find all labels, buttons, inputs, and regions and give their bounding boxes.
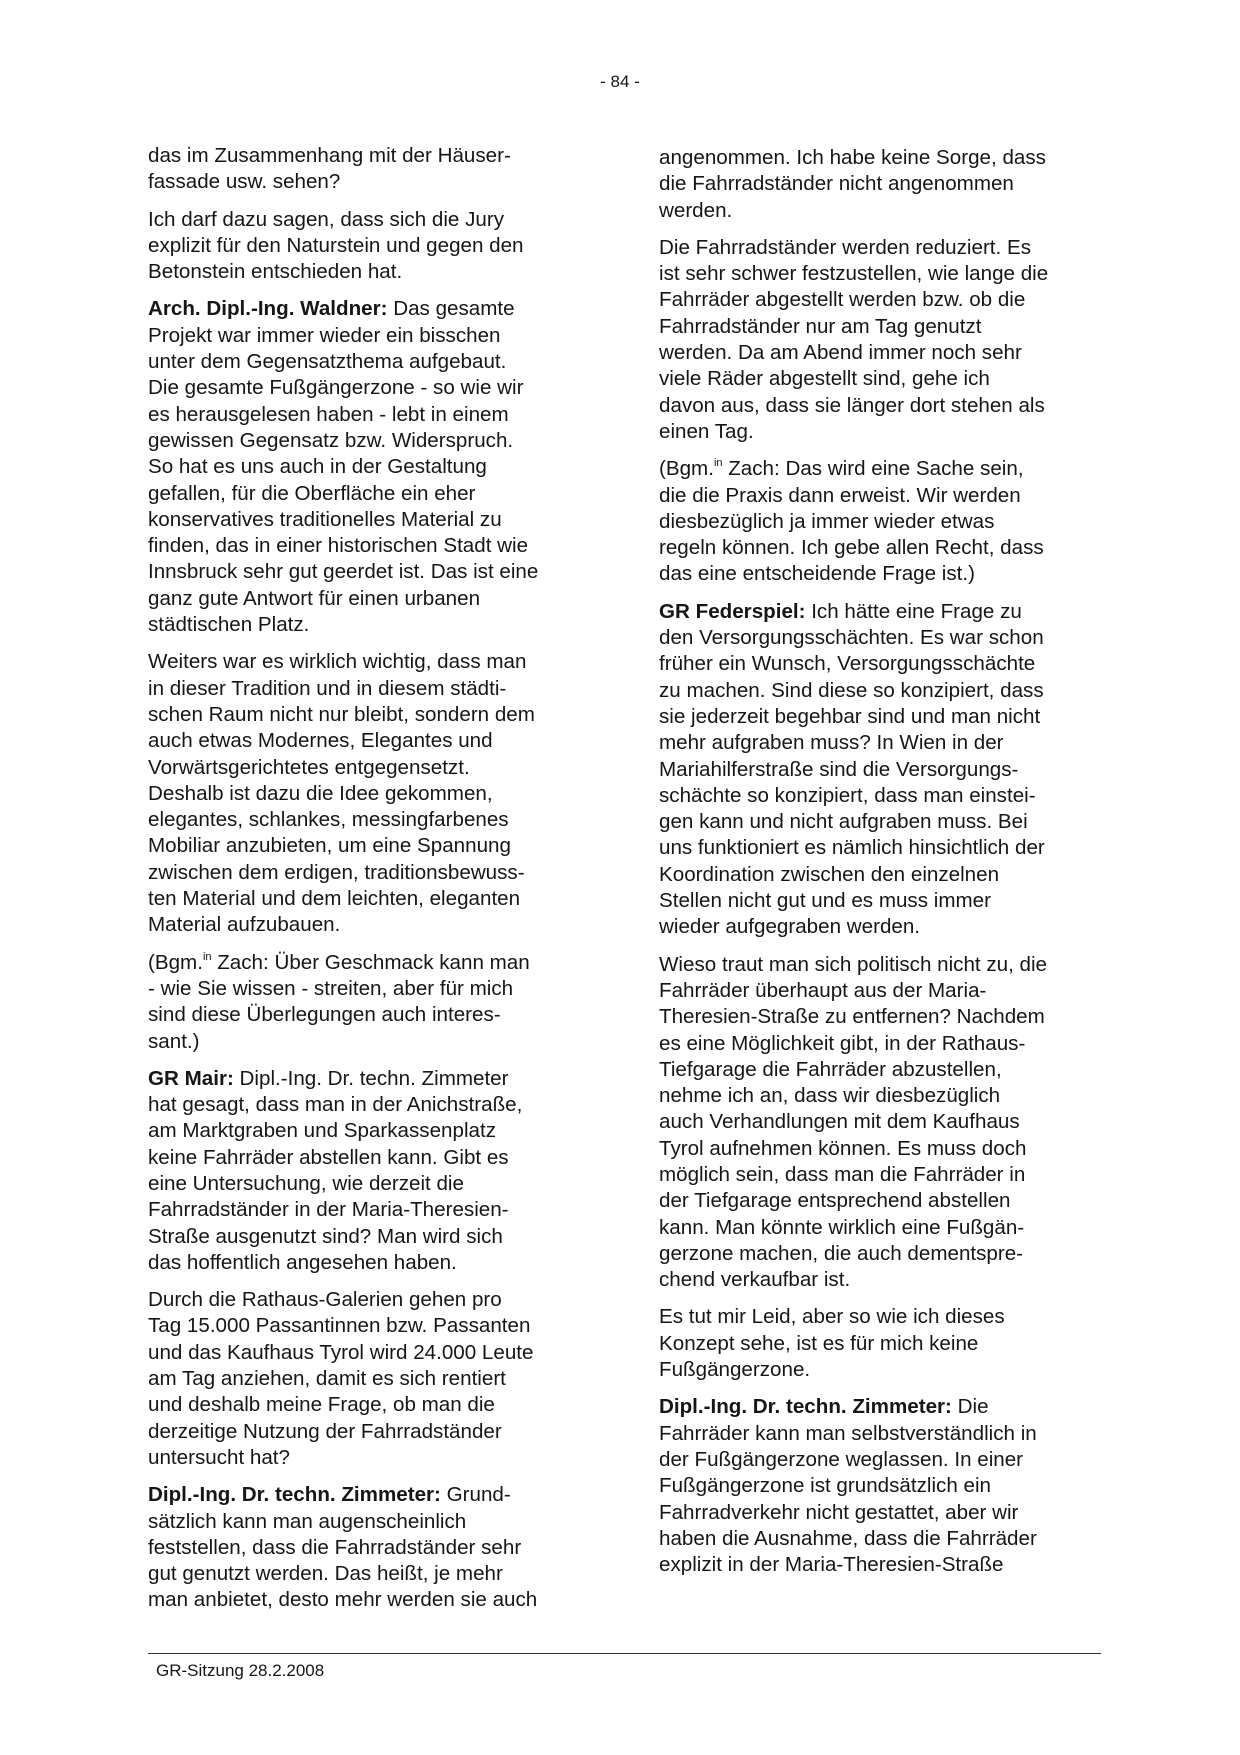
paragraph-text: Zach: Über Geschmack kann man [211, 950, 530, 974]
paragraph [659, 952, 1104, 1294]
paragraph-text: das im Zusammenhang mit der Häuser- fassade usw. sehen? [148, 144, 511, 194]
paragraph-text: Fahrräder kann man selbstverständlich in der Fußgängerzone weglassen. In einer Fußgängerzone ist grundsätzlich ein Fahrradverkehr nicht gestattet, aber wir haben die Ausnahme, dass die Fahrräder explizit in der Maria-Theresien-Straße [659, 1421, 1037, 1577]
paragraph-text: Dipl.-Ing. Dr. techn. Zimmeter [233, 1066, 509, 1090]
paragraph-text: Durch die Rathaus-Galerien gehen pro Tag 15.000 Passantinnen bzw. Passanten und das Kaufhaus Tyrol wird 24.000 Leute am Tag anziehen, damit es sich rentiert und deshalb meine Frage, ob man die derzeitige Nutzung der Fahrradständer untersucht hat? [148, 1288, 534, 1469]
footer-divider [148, 1653, 1101, 1654]
paragraph [148, 1482, 593, 1613]
speaker-name: Dipl.-Ing. Dr. techn. Zimmeter: [148, 1483, 441, 1507]
footer-session-label: GR-Sitzung 28.2.2008 [156, 1661, 325, 1680]
paragraph-text: Die [951, 1395, 989, 1419]
speaker-name: GR Federspiel: [659, 599, 806, 623]
paragraph-text: - wie Sie wissen - streiten, aber für mich sind diese Überlegungen auch interes- sant.) [148, 976, 514, 1053]
paragraph-text: Ich darf dazu sagen, dass sich die Jury explizit für den Naturstein und gegen den Betonstein entschieden hat. [148, 207, 524, 284]
speaker-name: Arch. Dipl.-Ing. Waldner: [148, 297, 388, 321]
paragraph [148, 207, 593, 286]
paragraph-text: Das gesamte [387, 297, 515, 321]
paragraph [659, 456, 1104, 587]
right-column [659, 145, 1104, 1589]
paragraph-text: die die Praxis dann erweist. Wir werden diesbezüglich ja immer wieder etwas regeln können. Ich gebe allen Recht, dass das eine entscheidende Frage ist.) [659, 483, 1044, 586]
speaker-name: Dipl.-Ing. Dr. techn. Zimmeter: [659, 1395, 952, 1419]
paragraph-text: Zach: Das wird eine Sache sein, [722, 457, 1024, 481]
paragraph-text: Wieso traut man sich politisch nicht zu, die Fahrräder überhaupt aus der Maria- Theresien-Straße zu entfernen? Nachdem es eine Möglichkeit gibt, in der Rathaus- Tiefgarage die Fahrräder abzustellen, nehme ich an, dass wir diesbezüglich auch Verhandlungen mit dem Kaufhaus Tyrol aufnehmen können. Es muss doch möglich sein, dass man die Fahrräder in der Tiefgarage entsprechend abstellen kann. Man könnte wirklich eine Fußgän- gerzone machen, die auch dementspre- chend verkaufbar ist. [659, 952, 1048, 1292]
paragraph [148, 1066, 593, 1276]
paragraph [659, 145, 1104, 224]
left-column [148, 143, 593, 1625]
paragraph-text: Weiters war es wirklich wichtig, dass man in dieser Tradition und in diesem städti- schen Raum nicht nur bleibt, sondern dem auch etwas Modernes, Elegantes und Vorwärtsgerichtetes entgegensetzt. Deshalb ist dazu die Idee gekommen, elegantes, schlankes, messingfarbenes Mobiliar anzubieten, um eine Spannung zwischen dem erdigen, traditionsbewuss- ten Material und dem leichten, eleganten Material aufzubauen. [148, 650, 535, 937]
superscript: in [713, 457, 723, 470]
paragraph-text: Grund- [440, 1483, 511, 1507]
paragraph-text: den Versorgungsschächten. Es war schon früher ein Wunsch, Versorgungsschächte zu machen. Sind diese so konzipiert, dass sie jederzeit begehbar sind und man nicht mehr aufgraben muss? In Wien in der Mariahilferstraße sind die Versorgungs- schächte so konzipiert, dass man einstei- gen kann und nicht aufgraben muss. Bei uns funktioniert es nämlich hinsichtlich der Koordination zwischen den einzelnen Stellen nicht gut und es muss immer wieder aufgegraben werden. [659, 626, 1045, 939]
page-number: - 84 - [600, 72, 640, 91]
paragraph-text: (Bgm. [659, 457, 714, 481]
paragraph-text: angenommen. Ich habe keine Sorge, dass die Fahrradständer nicht angenommen werden. [659, 146, 1046, 222]
paragraph-text: (Bgm. [148, 950, 203, 974]
paragraph-text: Die Fahrradständer werden reduziert. Es ist sehr schwer festzustellen, wie lange die Fahrräder abgestellt werden bzw. ob die Fahrradständer nur am Tag genutzt werden. Da am Abend immer noch sehr viele Räder abgestellt sind, gehe ich davon aus, dass sie länger dort stehen als einen Tag. [659, 235, 1049, 443]
paragraph [148, 296, 593, 638]
paragraph-text: hat gesagt, dass man in der Anichstraße, am Marktgraben und Sparkassenplatz keine Fahrräder abstellen kann. Gibt es eine Untersuchung, wie derzeit die Fahrradständer in der Maria-Theresien- Straße ausgenutzt sind? Man wird sich das hoffentlich angesehen haben. [148, 1093, 523, 1274]
paragraph [659, 235, 1104, 445]
speaker-name: GR Mair: [148, 1066, 234, 1090]
paragraph [659, 1304, 1104, 1383]
paragraph [148, 1287, 593, 1471]
paragraph [148, 649, 593, 938]
paragraph [148, 950, 593, 1055]
paragraph-text: sätzlich kann man augenscheinlich feststellen, dass die Fahrradständer sehr gut genutzt werden. Das heißt, je mehr man anbietet, desto mehr werden sie auch [148, 1509, 538, 1612]
paragraph-text: Es tut mir Leid, aber so wie ich dieses Konzept sehe, ist es für mich keine Fußgängerzone. [659, 1305, 1005, 1382]
superscript: in [202, 950, 212, 963]
paragraph [659, 599, 1104, 941]
paragraph-text: Ich hätte eine Frage zu [805, 599, 1022, 623]
paragraph [148, 143, 593, 196]
paragraph [659, 1394, 1104, 1578]
paragraph-text: Projekt war immer wieder ein bisschen unter dem Gegensatzthema aufgebaut. Die gesamte Fußgängerzone - so wie wir es herausgelesen haben - lebt in einem gewissen Gegensatz bzw. Widerspruch. So hat es uns auch in der Gestaltung gefallen, für die Oberfläche ein eher konservatives traditionelles Material zu finden, das in einer historischen Stadt wie Innsbruck sehr gut geerdet ist. Das ist eine ganz gute Antwort für einen urbanen städtischen Platz. [148, 323, 539, 637]
